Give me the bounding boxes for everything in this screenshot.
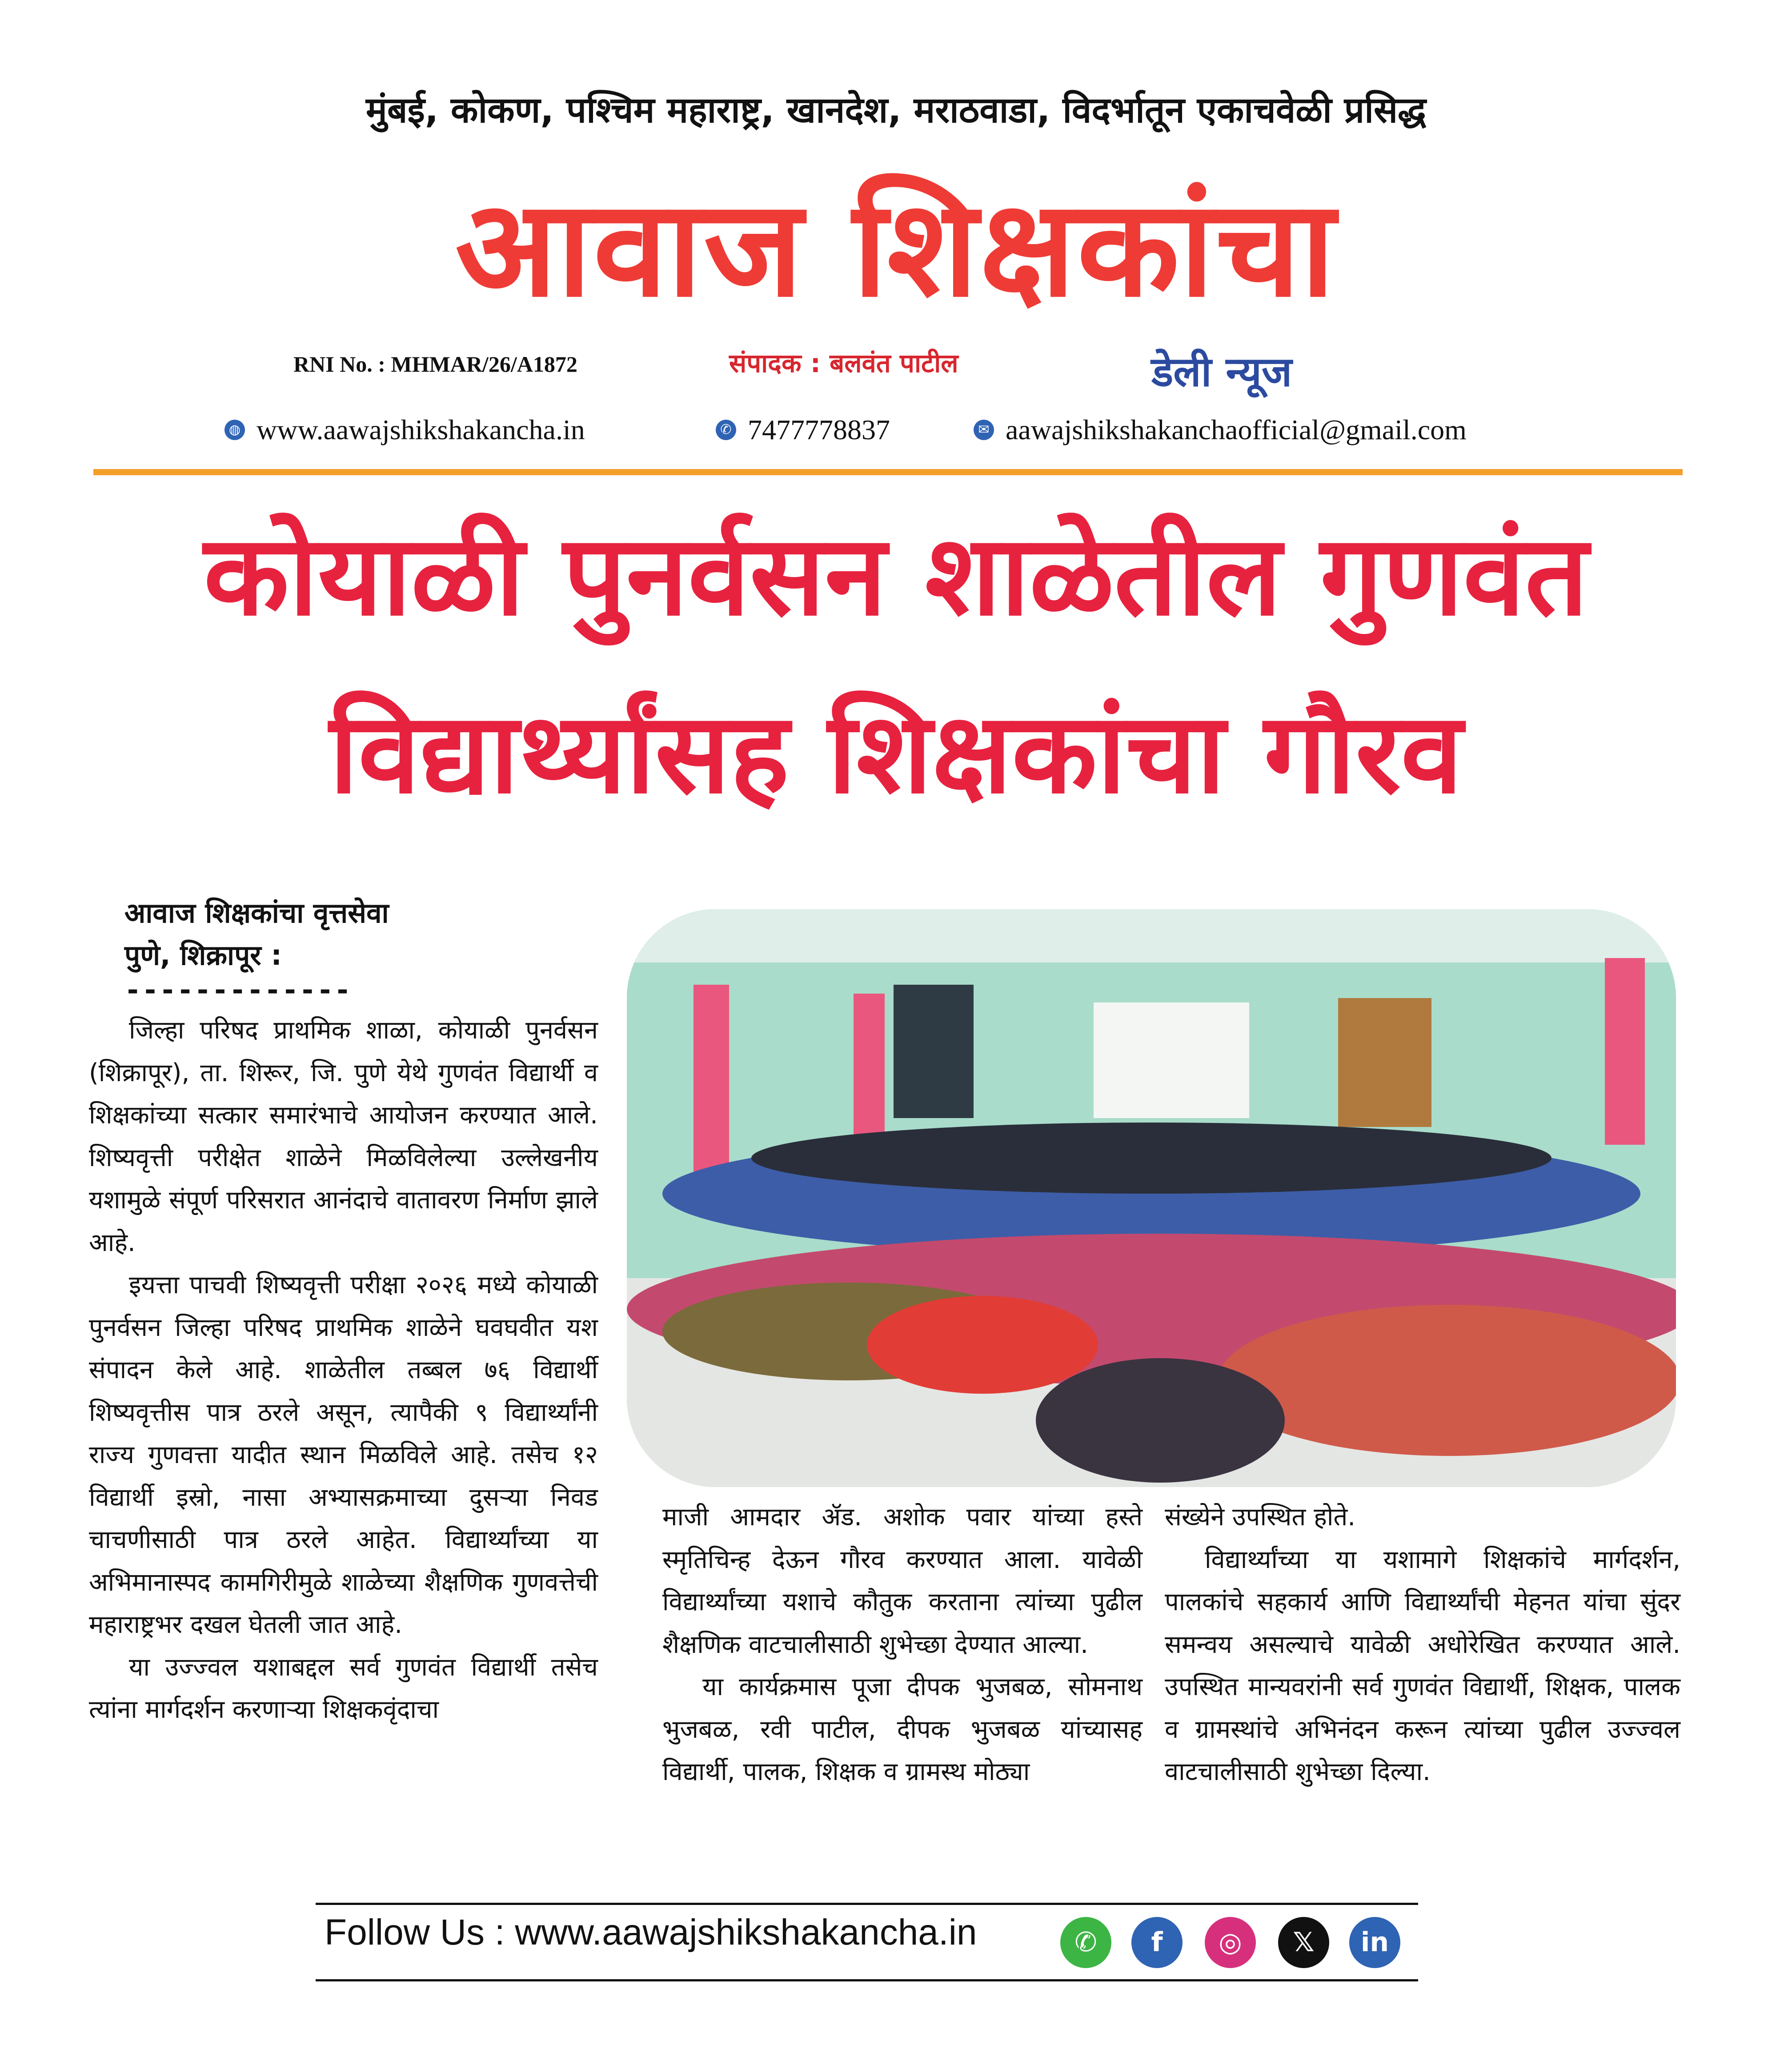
phone-icon: ✆	[716, 420, 736, 440]
header-divider	[93, 469, 1683, 475]
x-icon[interactable]: 𝕏	[1278, 1917, 1329, 1968]
article-column-1	[89, 1009, 598, 1731]
article-column-3	[1165, 1496, 1680, 1793]
paragraph: जिल्हा परिषद प्राथमिक शाळा, कोयाळी पुनर्वसन (शिक्रापूर), ता. शिरूर, जि. पुणे येथे गुणवंत विद्यार्थी व शिक्षकांच्या सत्कार समारंभाचे आयोजन करण्यात आले. शिष्यवृत्ती परीक्षेत शाळेने मिळविलेल्या उल्लेखनीय यशामुळे संपूर्ण परिसरात आनंदाचे वातावरण निर्माण झाले आहे.	[89, 1016, 598, 1257]
mail-icon: ✉	[974, 420, 994, 440]
headline-line-1: कोयाळी पुनर्वसन शाळेतील गुणवंत	[204, 511, 1588, 640]
byline-rule: -------------	[124, 974, 352, 1006]
website-contact[interactable]	[225, 413, 585, 446]
globe-icon: ◍	[225, 420, 245, 440]
paragraph: संख्येने उपस्थित होते.	[1165, 1503, 1356, 1532]
follow-us-link[interactable]: Follow Us : www.aawajshikshakancha.in	[325, 1912, 977, 1953]
article-column-2	[662, 1496, 1143, 1793]
website-link[interactable]: www.aawajshikshakancha.in	[257, 414, 585, 445]
email-address[interactable]: aawajshikshakanchaofficial@gmail.com	[1006, 414, 1467, 445]
event-photo	[627, 909, 1676, 1487]
footer-divider-bottom	[316, 1979, 1418, 1981]
email-contact[interactable]	[974, 413, 1467, 446]
footer-divider-top	[316, 1903, 1418, 1905]
paragraph: माजी आमदार ॲड. अशोक पवार यांच्या हस्ते स्मृतिचिन्ह देऊन गौरव करण्यात आला. यावेळी विद्यार्थ्यांच्या यशाचे कौतुक करताना त्यांच्या पुढील शैक्षणिक वाटचालीसाठी शुभेच्छा देण्यात आल्या.	[662, 1503, 1143, 1659]
regions-tagline: मुंबई, कोकण, पश्चिम महाराष्ट्र, खानदेश, मराठवाडा, विदर्भातून एकाचवेळी प्रसिद्ध	[365, 89, 1426, 131]
phone-contact[interactable]	[716, 413, 890, 446]
byline-place: पुणे, शिक्रापूर :	[124, 939, 282, 971]
rni-number: RNI No. : MHMAR/26/A1872	[293, 352, 577, 377]
headline-line-2: विद्यार्थ्यांसह शिक्षकांचा गौरव	[329, 689, 1463, 818]
linkedin-icon[interactable]: in	[1349, 1917, 1400, 1968]
phone-number[interactable]: 7477778837	[748, 414, 890, 445]
paragraph: या कार्यक्रमास पूजा दीपक भुजबळ, सोमनाथ भुजबळ, रवी पाटील, दीपक भुजबळ यांच्यासह विद्यार्थी, पालक, शिक्षक व ग्रामस्थ मोठ्या	[662, 1672, 1143, 1786]
instagram-icon[interactable]: ◎	[1205, 1917, 1256, 1968]
byline-service: आवाज शिक्षकांचा वृत्तसेवा	[124, 897, 389, 929]
masthead-title: आवाज शिक्षकांचा	[455, 171, 1337, 326]
paragraph: विद्यार्थ्यांच्या या यशामागे शिक्षकांचे मार्गदर्शन, पालकांचे सहकार्य आणि विद्यार्थ्यांची मेहनत यांचा सुंदर समन्वय असल्याचे यावेळी अधोरेखित करण्यात आले. उपस्थित मान्यवरांनी सर्व गुणवंत विद्यार्थी, शिक्षक, पालक व ग्रामस्थांचे अभिनंदन करून त्यांच्या पुढील उज्ज्वल वाटचालीसाठी शुभेच्छा दिल्या.	[1165, 1545, 1680, 1786]
edition-label: डेली न्यूज	[1151, 348, 1292, 396]
facebook-icon[interactable]: f	[1131, 1917, 1183, 1968]
paragraph: इयत्ता पाचवी शिष्यवृत्ती परीक्षा २०२६ मध्ये कोयाळी पुनर्वसन जिल्हा परिषद प्राथमिक शाळेने घवघवीत यश संपादन केले आहे. शाळेतील तब्बल ७६ विद्यार्थी शिष्यवृत्तीस पात्र ठरले असून, त्यापैकी ९ विद्यार्थ्यांनी राज्य गुणवत्ता यादीत स्थान मिळविले आहे. तसेच १२ विद्यार्थी इस्रो, नासा अभ्यासक्रमाच्या दुसऱ्या निवड चाचणीसाठी पात्र ठरले आहेत. विद्यार्थ्यांच्या या अभिमानास्पद कामगिरीमुळे शाळेच्या शैक्षणिक गुणवत्तेची महाराष्ट्रभर दखल घेतली जात आहे.	[89, 1271, 598, 1639]
editor-name: संपादक : बलवंत पाटील	[729, 348, 958, 378]
paragraph: या उज्ज्वल यशाबद्दल सर्व गुणवंत विद्यार्थी तसेच त्यांना मार्गदर्शन करणाऱ्या शिक्षकवृंदाचा	[89, 1652, 598, 1724]
whatsapp-icon[interactable]: ✆	[1060, 1917, 1111, 1968]
